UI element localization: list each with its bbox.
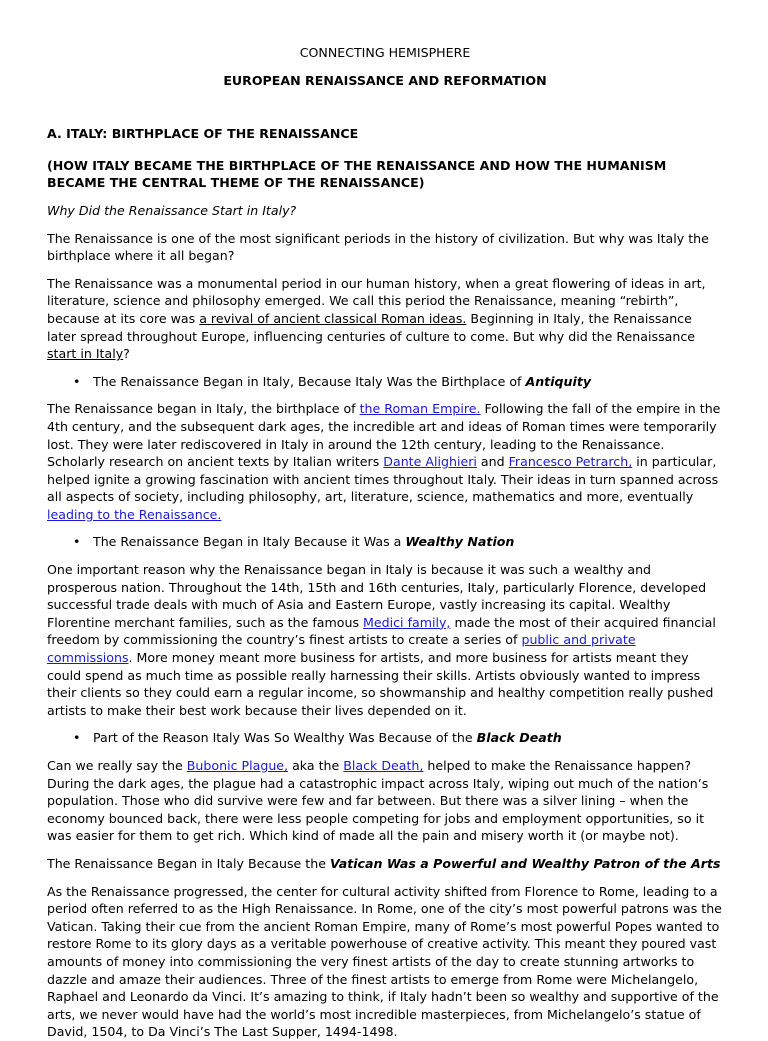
heading-vatican: The Renaissance Began in Italy Because the Vatican Was a Powerful and Wealthy Patron of the Arts <box>47 855 721 871</box>
bullet-icon: • <box>73 534 81 550</box>
bullet-wealthy-nation: • The Renaissance Began in Italy Because it Was a Wealthy Nation <box>73 534 515 550</box>
section-heading-a: A. ITALY: BIRTHPLACE OF THE RENAISSANCE <box>47 126 359 142</box>
paragraph-plague: Can we really say the Bubonic Plague, aka the Black Death, helped to make the Renaissance happen? During the dark ages, the plague had a catastrophic impact across Italy, wiping out much of the nation’s population. Those who did survive were few and far between. But there was a silver lining – when the economy bounced back, there were less people competing for jobs and employment opportunities, so it was easier for them to get rich. Which kind of made all the pain and misery worth it (or maybe not). <box>47 758 709 844</box>
question-heading: Why Did the Renaissance Start in Italy? <box>47 202 297 218</box>
section-subheading: (HOW ITALY BECAME THE BIRTHPLACE OF THE RENAISSANCE AND HOW THE HUMANISM BECAME THE CENTRAL THEME OF THE RENAISSANCE) <box>47 157 667 191</box>
paragraph-intro: The Renaissance is one of the most significant periods in the history of civilization. But why was Italy the birthplace where it all began? <box>47 230 709 264</box>
link-medici-family[interactable]: Medici family, <box>363 614 451 630</box>
bullet-icon: • <box>73 730 81 746</box>
link-black-death[interactable]: Black Death, <box>343 758 424 773</box>
document-title: CONNECTING HEMISPHERE <box>299 45 471 60</box>
bullet-black-death: • Part of the Reason Italy Was So Wealthy Was Because of the Black Death <box>73 730 562 746</box>
link-francesco-petrarch[interactable]: Francesco Petrarch, <box>508 454 633 470</box>
link-public-private-commissions[interactable]: public and private commissions <box>47 632 636 666</box>
paragraph-wealth: One important reason why the Renaissance began in Italy is because it was such a wealthy and prosperous nation. Throughout the 14th, 15th and 16th centuries, Italy, particularly Florence, developed successful trade deals with much of Asia and Eastern Europe, vastly increasing its capital. Wealthy Florentine merchant families, such as the famous Medici family, made the most of their acquired financial freedom by commissioning the country’s finest artists to create a series of public and private commissions. More money meant more business for artists, and more business for artists meant they could spend as much time as possible really harnessing their skills. Artists obviously wanted to impress their clients so they could earn a regular income, so showmanship and healthy competition really pushed artists to make their best work because their lives depended on it. <box>47 562 716 718</box>
paragraph-antiquity: The Renaissance began in Italy, the birthplace of the Roman Empire. Following the fall of the empire in the 4th century, and the subsequent dark ages, the incredible art and ideas of Roman times were temporarily lost. They were later rediscovered in Italy in around the 12th century, leading to the Renaissance. Scholarly research on ancient texts by Italian writers Dante Alighieri and Francesco Petrarch, in particular, helped ignite a growing fascination with ancient times throughout Italy. Their ideas in turn spanned across all aspects of society, including philosophy, art, literature, science, mathematics and more, eventually leading to the Renaissance. <box>47 401 721 522</box>
document-subtitle: EUROPEAN RENAISSANCE AND REFORMATION <box>223 72 547 88</box>
link-bubonic-plague[interactable]: Bubonic Plague, <box>186 758 289 773</box>
paragraph-vatican: As the Renaissance progressed, the center for cultural activity shifted from Florence to Rome, leading to a period often referred to as the High Renaissance. In Rome, one of the city’s most powerful patrons was the Vatican. Taking their cue from the ancient Roman Empire, many of Rome’s most powerful Popes wanted to restore Rome to its glory days as a veritable powerhouse of creative activity. This meant they poured vast amounts of money into commissioning the very finest artists of the day to create stunning artworks to dazzle and amaze their audiences. Three of the finest artists to emerge from Rome were Michelangelo, Raphael and Leonardo da Vinci. It’s amazing to think, if Italy hadn’t been so wealthy and supportive of the arts, we never would have had the world’s most incredible masterpieces, from Michelangelo’s statue of David, 1504, to Da Vinci’s The Last Supper, 1494-1498. <box>47 883 722 1040</box>
underlined-phrase-revival: a revival of ancient classical Roman ideas. <box>199 310 467 326</box>
link-roman-empire[interactable]: the Roman Empire. <box>359 401 481 417</box>
document-body <box>47 44 723 1041</box>
bullet-antiquity: • The Renaissance Began in Italy, Because Italy Was the Birthplace of Antiquity <box>73 373 592 389</box>
link-leading-to-renaissance[interactable]: leading to the Renaissance. <box>47 506 222 522</box>
link-dante-alighieri[interactable]: Dante Alighieri <box>383 454 477 470</box>
underlined-phrase-start: start in Italy <box>47 346 124 362</box>
paragraph-rebirth: The Renaissance was a monumental period in our human history, when a great flowering of ideas in art, literature, science and philosophy emerged. We call this period the Renaissance, meaning “rebirth”, because at its core was a revival of ancient classical Roman ideas. Beginning in Italy, the Renaissance later spread throughout Europe, influencing centuries of culture to come. But why did the Renaissance start in Italy? <box>47 275 706 362</box>
bullet-icon: • <box>73 373 81 389</box>
